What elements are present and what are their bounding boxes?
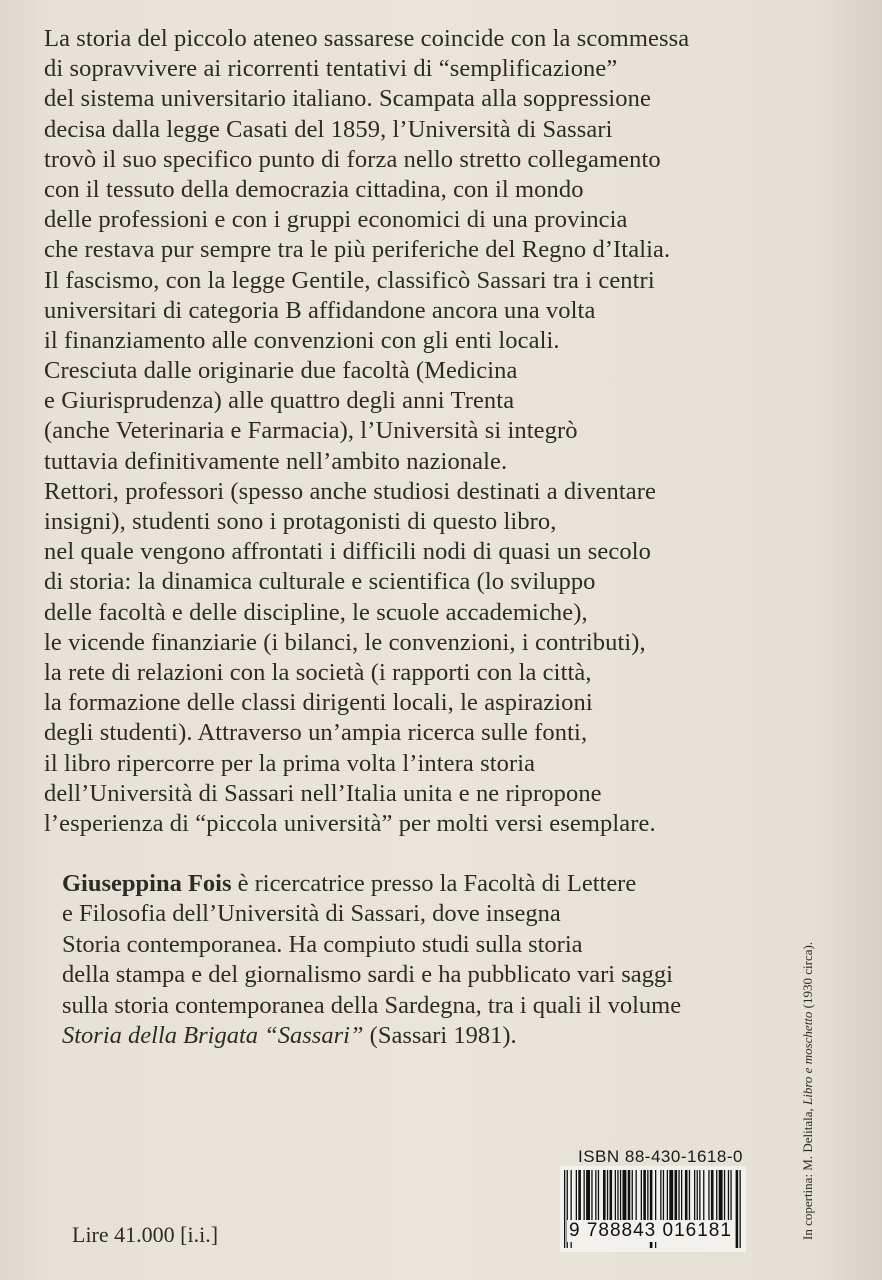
barcode-bar (598, 1170, 599, 1220)
barcode-bar (641, 1170, 642, 1220)
cover-credit-suffix: (1930 circa). (800, 941, 815, 1012)
barcode-bar (740, 1170, 741, 1248)
synopsis-line: insigni), studenti sono i protagonisti di questo libro, (44, 508, 557, 535)
barcode-bar (628, 1170, 631, 1220)
cover-credit (800, 942, 816, 1240)
barcode-bar (667, 1170, 668, 1220)
barcode-bar (736, 1170, 739, 1248)
barcode-bar (730, 1170, 731, 1220)
bio-line (62, 1021, 762, 1051)
isbn-label: ISBN 88-430-1618-0 (578, 1147, 743, 1166)
bio-line: della stampa e del giornalismo sardi e ha pubblicato vari saggi (62, 961, 673, 989)
synopsis-line: di sopravvivere ai ricorrenti tentativi di “semplificazione” (44, 55, 618, 83)
barcode-bar (675, 1170, 678, 1220)
barcode-bar (578, 1170, 581, 1220)
barcode-bar (623, 1170, 627, 1220)
synopsis-line: (anche Veterinaria e Farmacia), l’Università si integrò (44, 417, 578, 445)
book-note: (Sassari 1981). (363, 1021, 517, 1049)
bio-line: e Filosofia dell’Università di Sassari, dove insegna (62, 900, 561, 928)
synopsis-line: trovò il suo specifico punto di forza nello stretto collegamento (44, 145, 661, 173)
book-title: Storia della Brigata “Sassari” (62, 1021, 364, 1049)
barcode-bar (697, 1170, 698, 1220)
barcode-bar (669, 1170, 673, 1220)
bio-first-line-text: è ricercatrice presso la Facoltà di Lettere (231, 870, 637, 897)
synopsis-line: nel quale vengono affrontati i difficili nodi di quasi un secolo (44, 538, 651, 566)
synopsis-line: e Giurisprudenza) alle quattro degli anni Trenta (44, 387, 515, 415)
barcode-bar (610, 1170, 613, 1220)
barcode-bar (576, 1170, 577, 1220)
cover-credit-prefix: In copertina: M. Delitala, (800, 1104, 815, 1240)
barcode-bar (678, 1170, 679, 1220)
synopsis-line: Cresciuta dalle originarie due facoltà (Medicina (44, 357, 518, 385)
synopsis-line: che restava pur sempre tra le più periferiche del Regno d’Italia. (44, 236, 671, 264)
barcode-bar (615, 1170, 616, 1220)
bio-line: sulla storia contemporanea della Sardegna, tra i quali il volume (62, 991, 682, 1019)
barcode-bar (586, 1170, 590, 1220)
barcode-bar (694, 1170, 695, 1220)
author-name: Giuseppina Fois (62, 870, 232, 897)
synopsis-line: la formazione delle classi dirigenti locali, le aspirazioni (44, 689, 593, 717)
synopsis-line: tuttavia definitivamente nell’ambito nazionale. (44, 447, 508, 475)
synopsis-line: l’esperienza di “piccola università” per molti versi esemplare. (44, 809, 656, 837)
barcode-bar (716, 1170, 717, 1220)
synopsis-line: universitari di categoria B affidandone ancora una volta (44, 296, 596, 324)
synopsis-line: degli studenti). Attraverso un’ampia ricerca sulle fonti, (44, 719, 588, 747)
synopsis-line: La storia del piccolo ateneo sassarese coincide con la scommessa (44, 25, 690, 52)
synopsis-line: delle professioni e con i gruppi economici di una provincia (44, 206, 628, 234)
synopsis-line: le vicende finanziarie (i bilanci, le convenzioni, i contributi), (44, 628, 646, 656)
barcode-bar (591, 1170, 592, 1220)
barcode-bar (728, 1170, 729, 1220)
barcode-bar (699, 1170, 700, 1220)
price-label: Lire 41.000 [i.i.] (72, 1222, 219, 1247)
barcode-bar (617, 1170, 618, 1220)
synopsis-line: decisa dalla legge Casati del 1859, l’Università di Sassari (44, 115, 613, 143)
author-bio (62, 869, 762, 1051)
barcode-bar (647, 1170, 648, 1220)
barcode-bar (689, 1170, 690, 1220)
barcode-bar (603, 1170, 606, 1220)
synopsis-text (44, 24, 744, 839)
barcode-bar (643, 1170, 646, 1220)
synopsis-line: del sistema universitario italiano. Scampata alla soppressione (44, 85, 651, 113)
synopsis-line: dell’Università di Sassari nell’Italia unita e ne ripropone (44, 779, 602, 807)
barcode-bar (660, 1170, 661, 1220)
synopsis-line: Il fascismo, con la legge Gentile, classificò Sassari tra i centri (44, 266, 655, 294)
barcode-bar (620, 1170, 621, 1220)
synopsis-line: la rete di relazioni con la società (i rapporti con la città, (44, 658, 592, 686)
barcode-bar (681, 1170, 682, 1220)
cover-credit-title: Libro e moschetto (800, 1011, 815, 1105)
ean-digits: 9 788843 016181 (569, 1220, 732, 1241)
synopsis-line: con il tessuto della democrazia cittadina, con il mondo (44, 175, 584, 203)
barcode-bar (711, 1170, 714, 1220)
bio-line (62, 869, 762, 899)
synopsis-line: Rettori, professori (spesso anche studiosi destinati a diventare (44, 477, 656, 505)
synopsis-line: delle facoltà e delle discipline, le scuole accademiche), (44, 598, 588, 626)
barcode-bar (719, 1170, 723, 1220)
barcode-bar (564, 1170, 565, 1248)
barcode-bar (607, 1170, 608, 1220)
synopsis-line: il finanziamento alle convenzioni con gli enti locali. (44, 326, 560, 354)
barcode-bar (685, 1170, 688, 1220)
barcode-bar (636, 1170, 637, 1220)
barcode-bar (584, 1170, 585, 1220)
synopsis-line: di storia: la dinamica culturale e scientifica (lo sviluppo (44, 568, 596, 596)
barcode-bar (663, 1170, 664, 1220)
barcode-bar (724, 1170, 725, 1220)
barcode-bar (632, 1170, 633, 1220)
barcode-bar (703, 1170, 704, 1220)
synopsis-line: il libro ripercorre per la prima volta l’intera storia (44, 749, 536, 777)
barcode-bar (708, 1170, 709, 1220)
barcode-bar (595, 1170, 596, 1220)
bio-line: Storia contemporanea. Ha compiuto studi sulla storia (62, 930, 583, 958)
